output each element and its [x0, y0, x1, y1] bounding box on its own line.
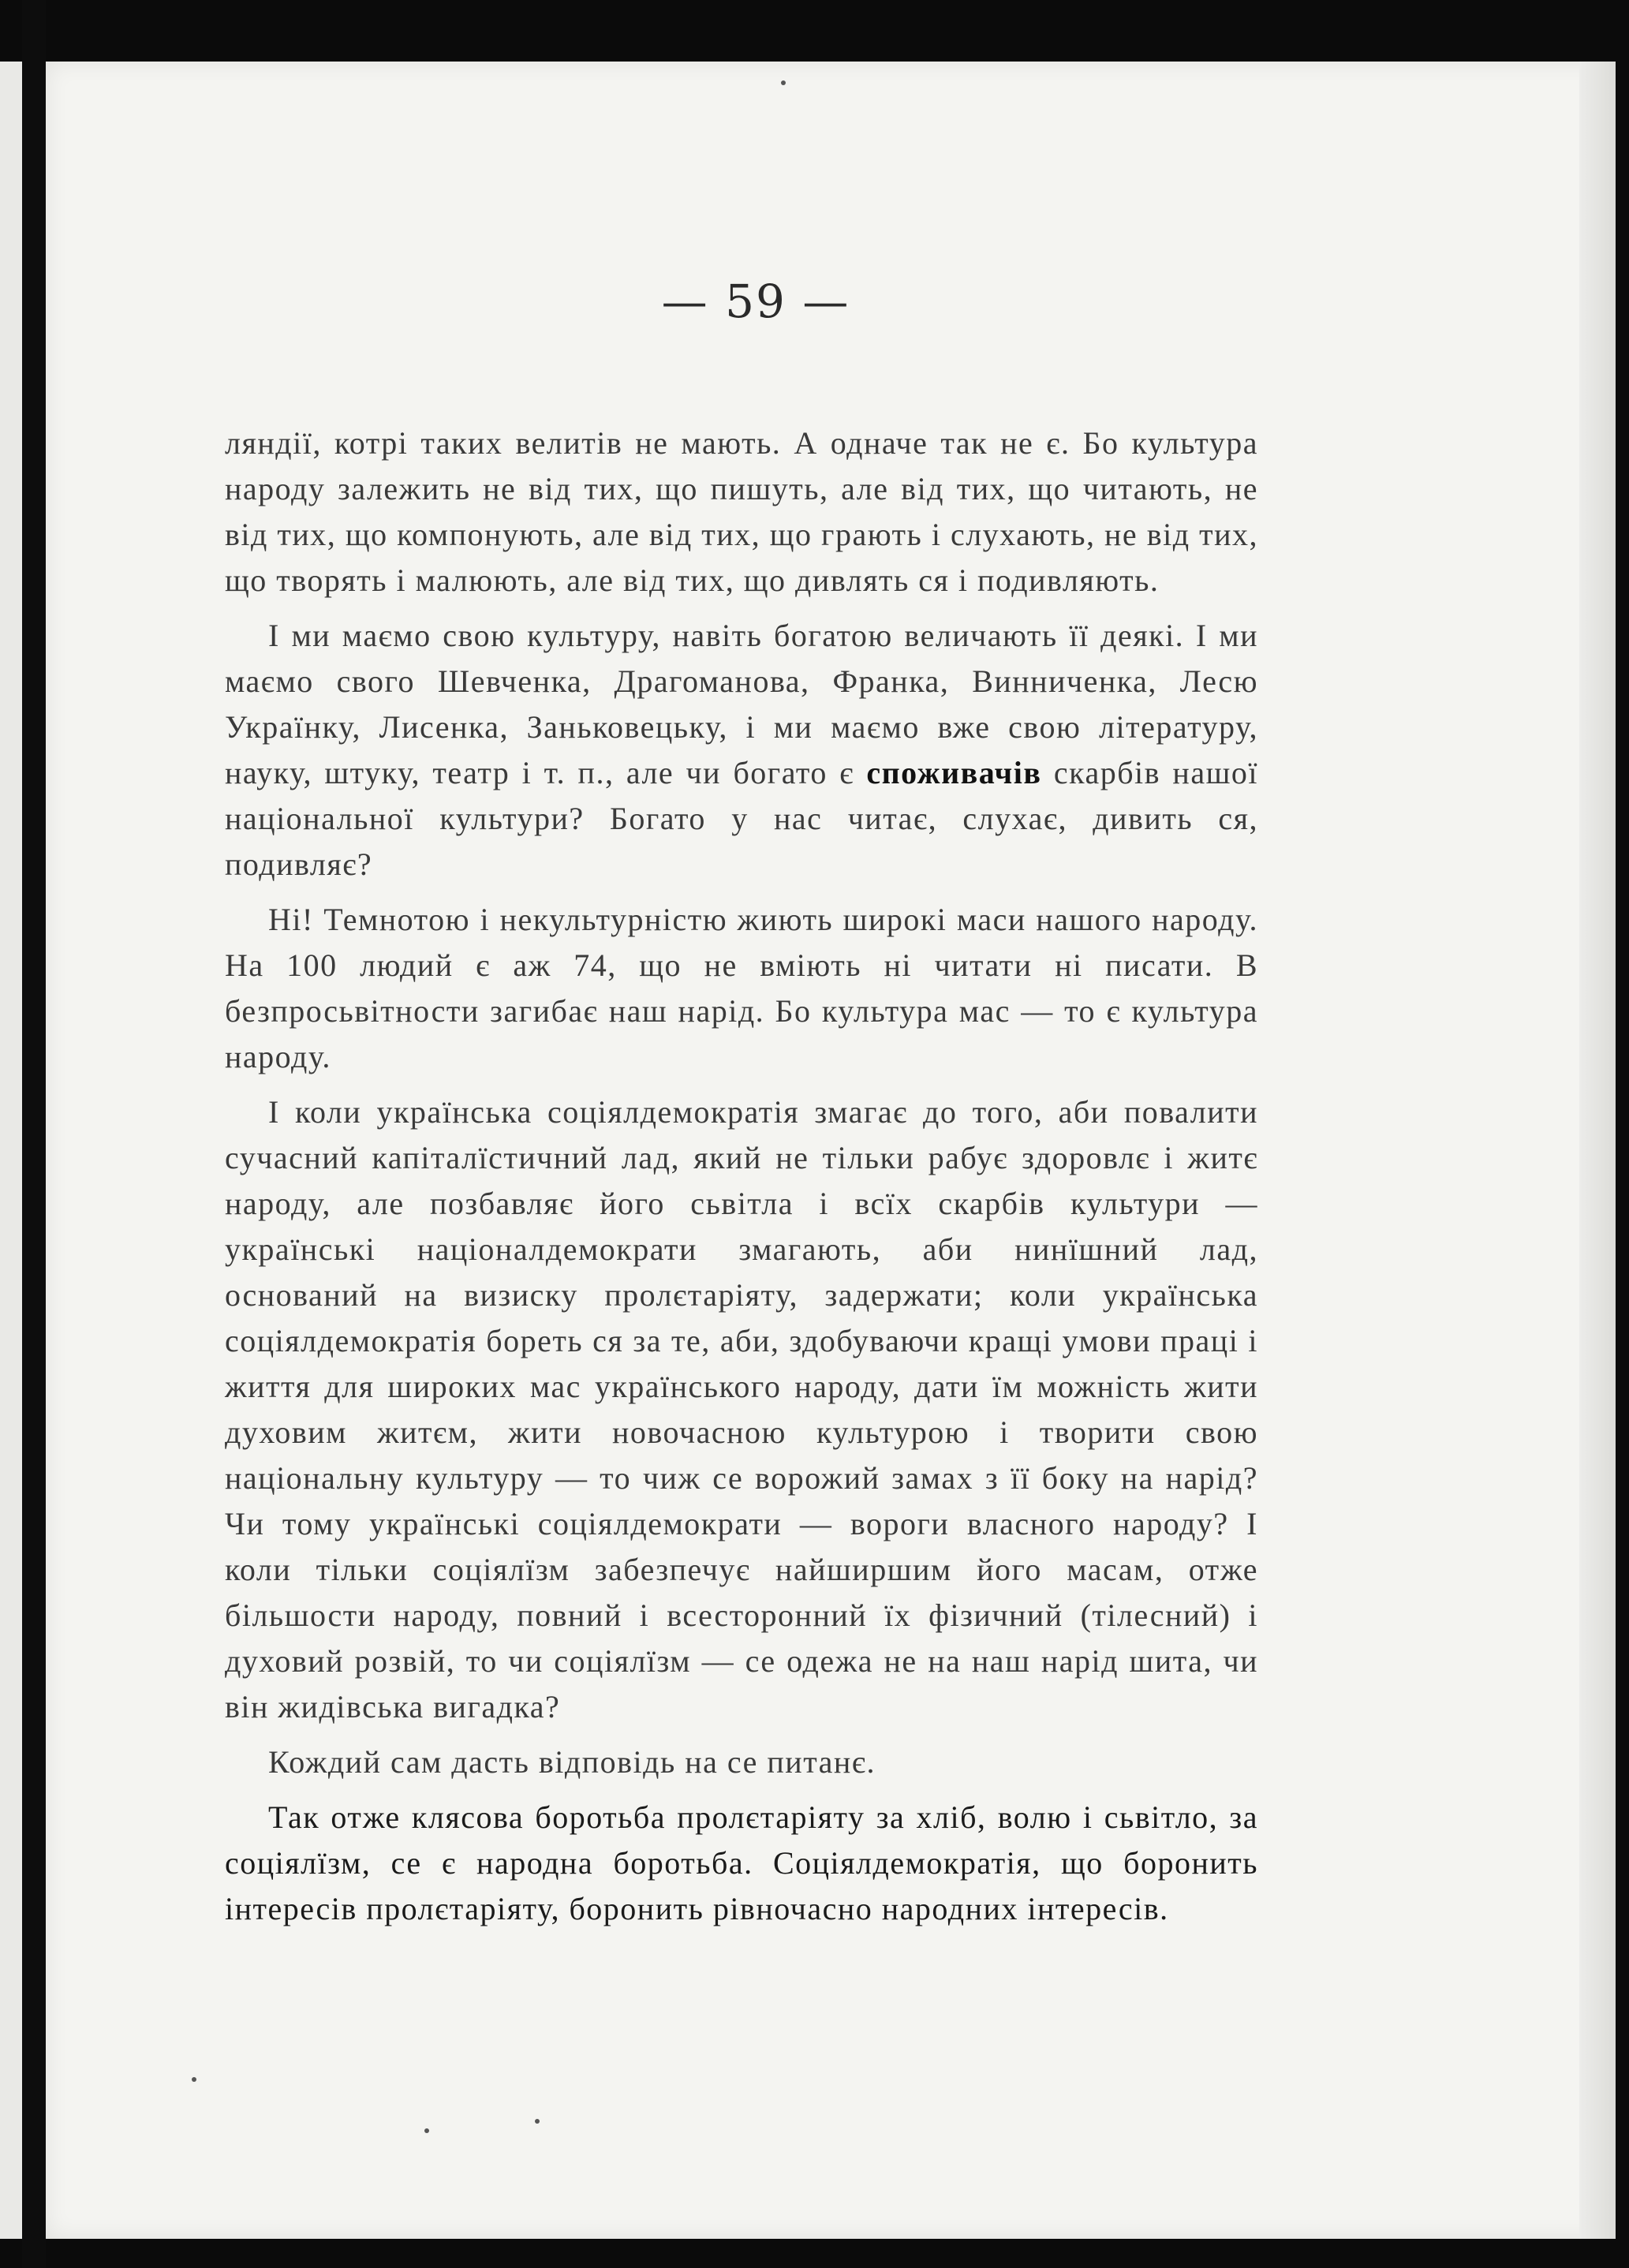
body-text — [225, 420, 1258, 1941]
paragraph-3: Ні! Темнотою і некультурністю жиють широкі маси нашого народу. На 100 людий є аж 74, що не вміють ні читати ні писати. В безпросьвітности загибає наш нарід. Бо культура мас — то є культура народу. — [225, 902, 1258, 1074]
page-number: — 59 — — [661, 275, 850, 328]
paragraph-5: Кождий сам дасть відповідь на се питанє. — [268, 1744, 876, 1780]
paragraph-2-after: скарбів нашої національної культури? Богато у нас читає, слухає, дивить ся, подивляє? — [225, 755, 1259, 882]
book-page — [46, 62, 1616, 2239]
paragraph-2-before: І ми маємо свою культуру, навіть богатою величають її деякі. І ми маємо свого Шевченка, Драгоманова, Франка, Винниченка, Лесю Українку, Лисенка, Заньковецьку, і ми маємо вже свою літературу, науку, штуку, театр і т. п., але чи богато є — [225, 618, 1258, 790]
paragraph-2 — [225, 613, 1258, 887]
page-gutter — [22, 0, 46, 2268]
speck-bottom-left — [192, 2077, 196, 2082]
paragraph-6: Так отже клясова боротьба пролєтаріяту за хліб, волю і сьвітло, за соціялїзм, се є народна боротьба. Соціялдемократія, що боронить інтересів пролєтаріяту, боронить рівночасно народних інтересів. — [225, 1799, 1258, 1926]
paragraph-2-bold-term: споживачів — [866, 755, 1042, 790]
speck-top — [781, 80, 786, 85]
page-edge — [1579, 62, 1616, 2239]
paragraph-4: І коли українська соціялдемократія змагає до того, аби повалити сучасний капіталїстичний лад, який не тільки рабує здоровлє і житє народу, але позбавляє його сьвітла і всїх скарбів культури — українські націоналдемократи змагають, аби нинїшний лад, оснований на визиску пролєтаріяту, задержати; коли українська соціялдемократія бореть ся за те, аби, здобуваючи кращі умови праці і життя для широких мас українського народу, дати їм можність жити духовим житєм, жити новочасною культурою і творити свою національну культуру — то чиж се ворожий замах з її боку на нарід? Чи тому українські соціялдемократи — вороги власного народу? І коли тільки соціялїзм забезпечує найширшим його масам, отже більшости народу, повний і всесторонний їх фізичний (тілесний) і духовий розвій, то чи соціялїзм — се одежа не на наш нарід шита, чи він жидівська вигадка? — [225, 1094, 1258, 1724]
speck-bottom-mid2 — [424, 2128, 429, 2133]
adjacent-page-strip — [0, 62, 22, 2239]
paragraph-1: ляндії, котрі таких велитів не мають. А одначе так не є. Бо культура народу залежить не від тих, що пишуть, але від тих, що читають, не від тих, що компонують, але від тих, що грають і слухають, не від тих, що творять і малюють, але від тих, що дивлять ся і подивляють. — [225, 425, 1258, 598]
speck-bottom-mid — [535, 2119, 540, 2124]
